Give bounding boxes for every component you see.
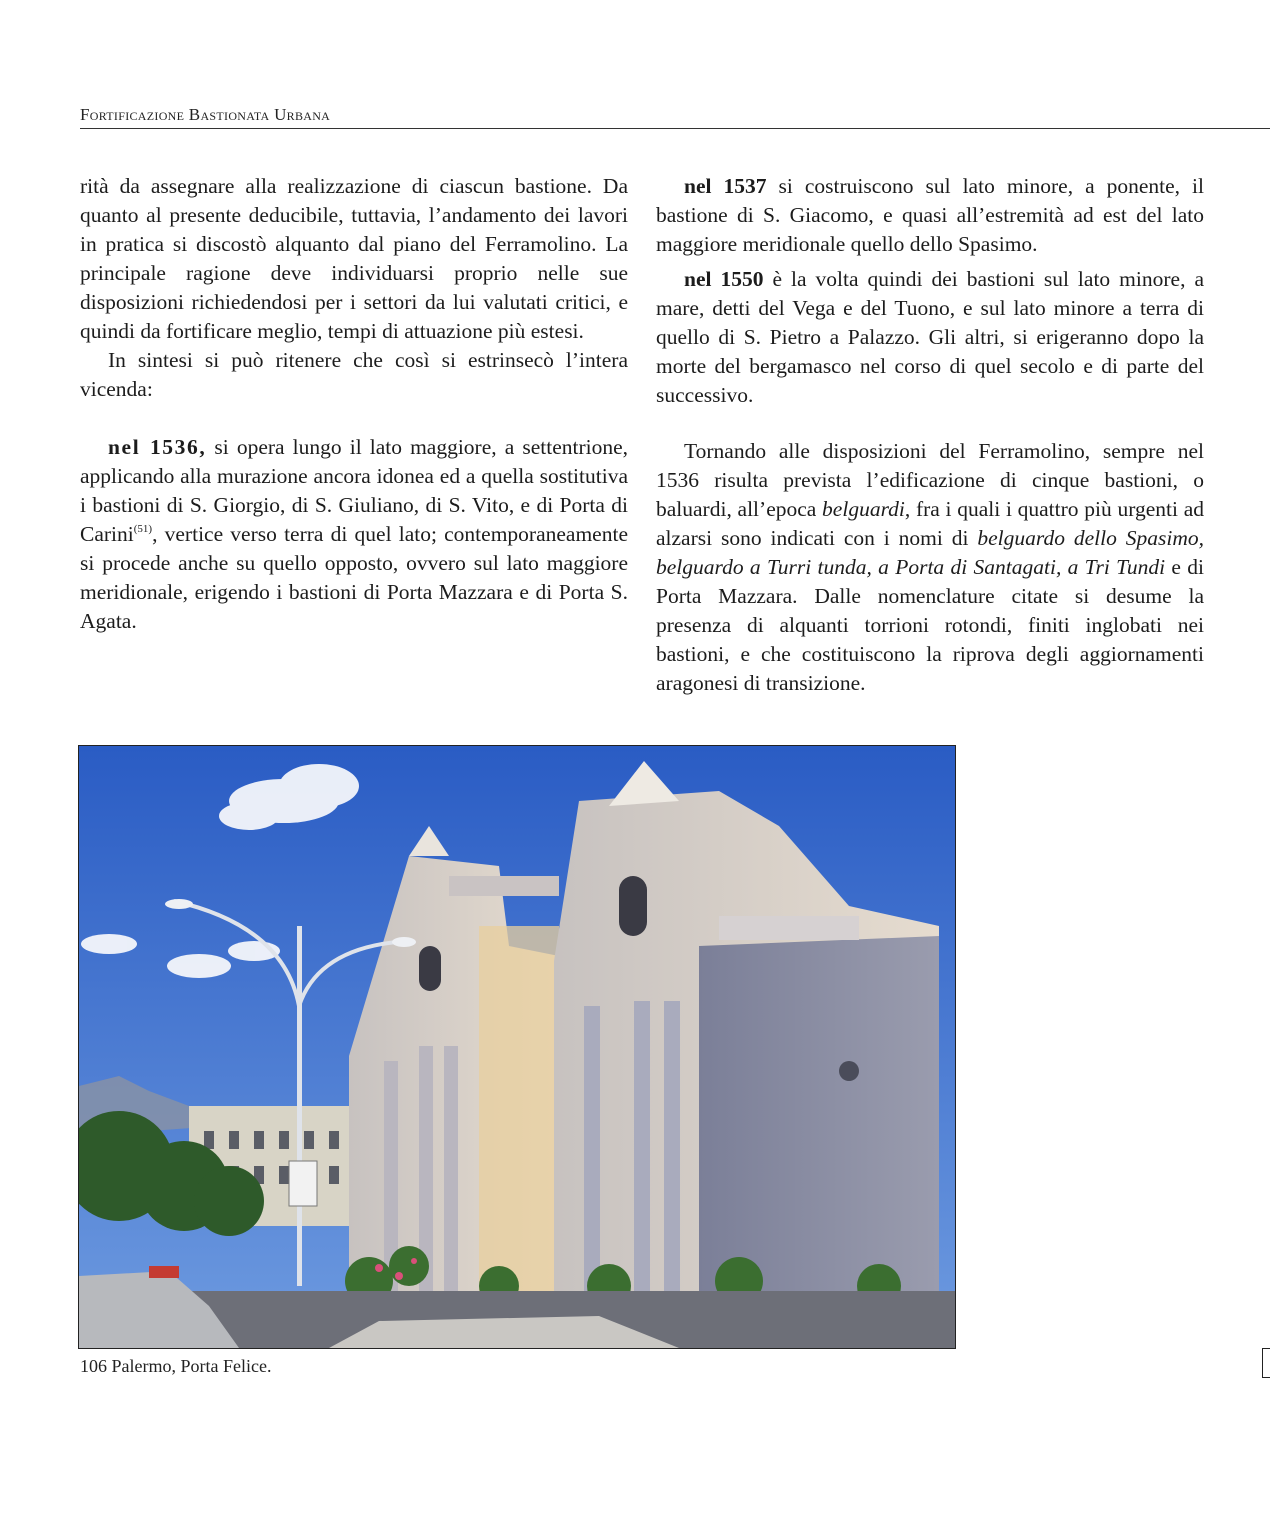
paragraph-1536 [80, 433, 628, 636]
figure-caption: 106 Palermo, Porta Felice. [80, 1356, 272, 1376]
year-label: nel 1550 [684, 267, 764, 291]
paragraph-1537 [656, 172, 1204, 259]
page-edge-mark [1262, 1348, 1270, 1378]
text: si costruiscono sul lato minore, a ponente, il bastione di S. Giacomo, e quasi all’estremità ad est del lato maggiore meridionale quello dello Spasimo. [656, 174, 1205, 256]
running-header: Fortificazione Bastionata Urbana [80, 105, 331, 124]
right-column [656, 172, 1204, 698]
italic-term: belguardo dello Spasimo, belguardo a Turri tunda, a Porta di Santagati, a Tri Tundi [656, 526, 1204, 579]
text: , fra i quali i quattro più urgenti ad alzarsi sono indicati con i nomi di [656, 497, 1204, 550]
text: si opera lungo il lato maggiore, a settentrione, applicando alla murazione ancora idonea ed a quella sostitutiva i bastioni di S. Giorgio, di S. Giuliano, di S. Vito, e di Porta di Carini [80, 435, 629, 546]
paragraph-1550 [656, 265, 1204, 410]
text: , vertice verso terra di quel lato; contemporaneamente si procede anche su quello opposto, ovvero sul lato maggiore meridionale, erigendo i bastioni di Porta Mazzara e di Porta S. Agata. [80, 522, 628, 633]
italic-term: belguardi [822, 497, 905, 521]
text: Tornando alle disposizioni del Ferramolino, sempre nel 1536 risulta prevista l’edificazione di cinque bastioni, o baluardi, all’epoca [656, 439, 1204, 521]
text: e di Porta Mazzara. Dalle nomenclature citate si desume la presenza di alquanti torrioni rotondi, finiti inglobati nei bastioni, e che costituiscono la riprova degli aggiornamenti aragonesi di transizione. [656, 555, 1204, 695]
paragraph: In sintesi si può ritenere che così si estrinsecò l’intera vicenda: [80, 348, 628, 401]
paragraph: rità da assegnare alla realizzazione di ciascun bastione. Da quanto al presente deducibile, tuttavia, l’andamento dei lavori in pratica si discostò alquanto dal piano del Ferramolino. La principale ragione deve individuarsi proprio nelle sue disposizioni richiedendosi per i settori da lui valutati critici, e quindi da fortificare meglio, tempi di attuazione più estesi. [80, 174, 628, 343]
left-column [80, 172, 628, 636]
year-label: nel 1537 [684, 174, 767, 198]
footnote-ref: (51) [133, 523, 153, 535]
text: è la volta quindi dei bastioni sul lato minore, a mare, detti del Vega e del Tuono, e sul lato minore a terra di quello di S. Pietro a Palazzo. Gli altri, si erigeranno dopo la morte del bergamasco nel corso di quel secolo e di parte del successivo. [656, 267, 1204, 407]
photo-porta-felice [78, 745, 956, 1349]
year-label: nel 1536, [108, 435, 207, 459]
header-rule [80, 128, 1270, 129]
paragraph [656, 437, 1204, 698]
